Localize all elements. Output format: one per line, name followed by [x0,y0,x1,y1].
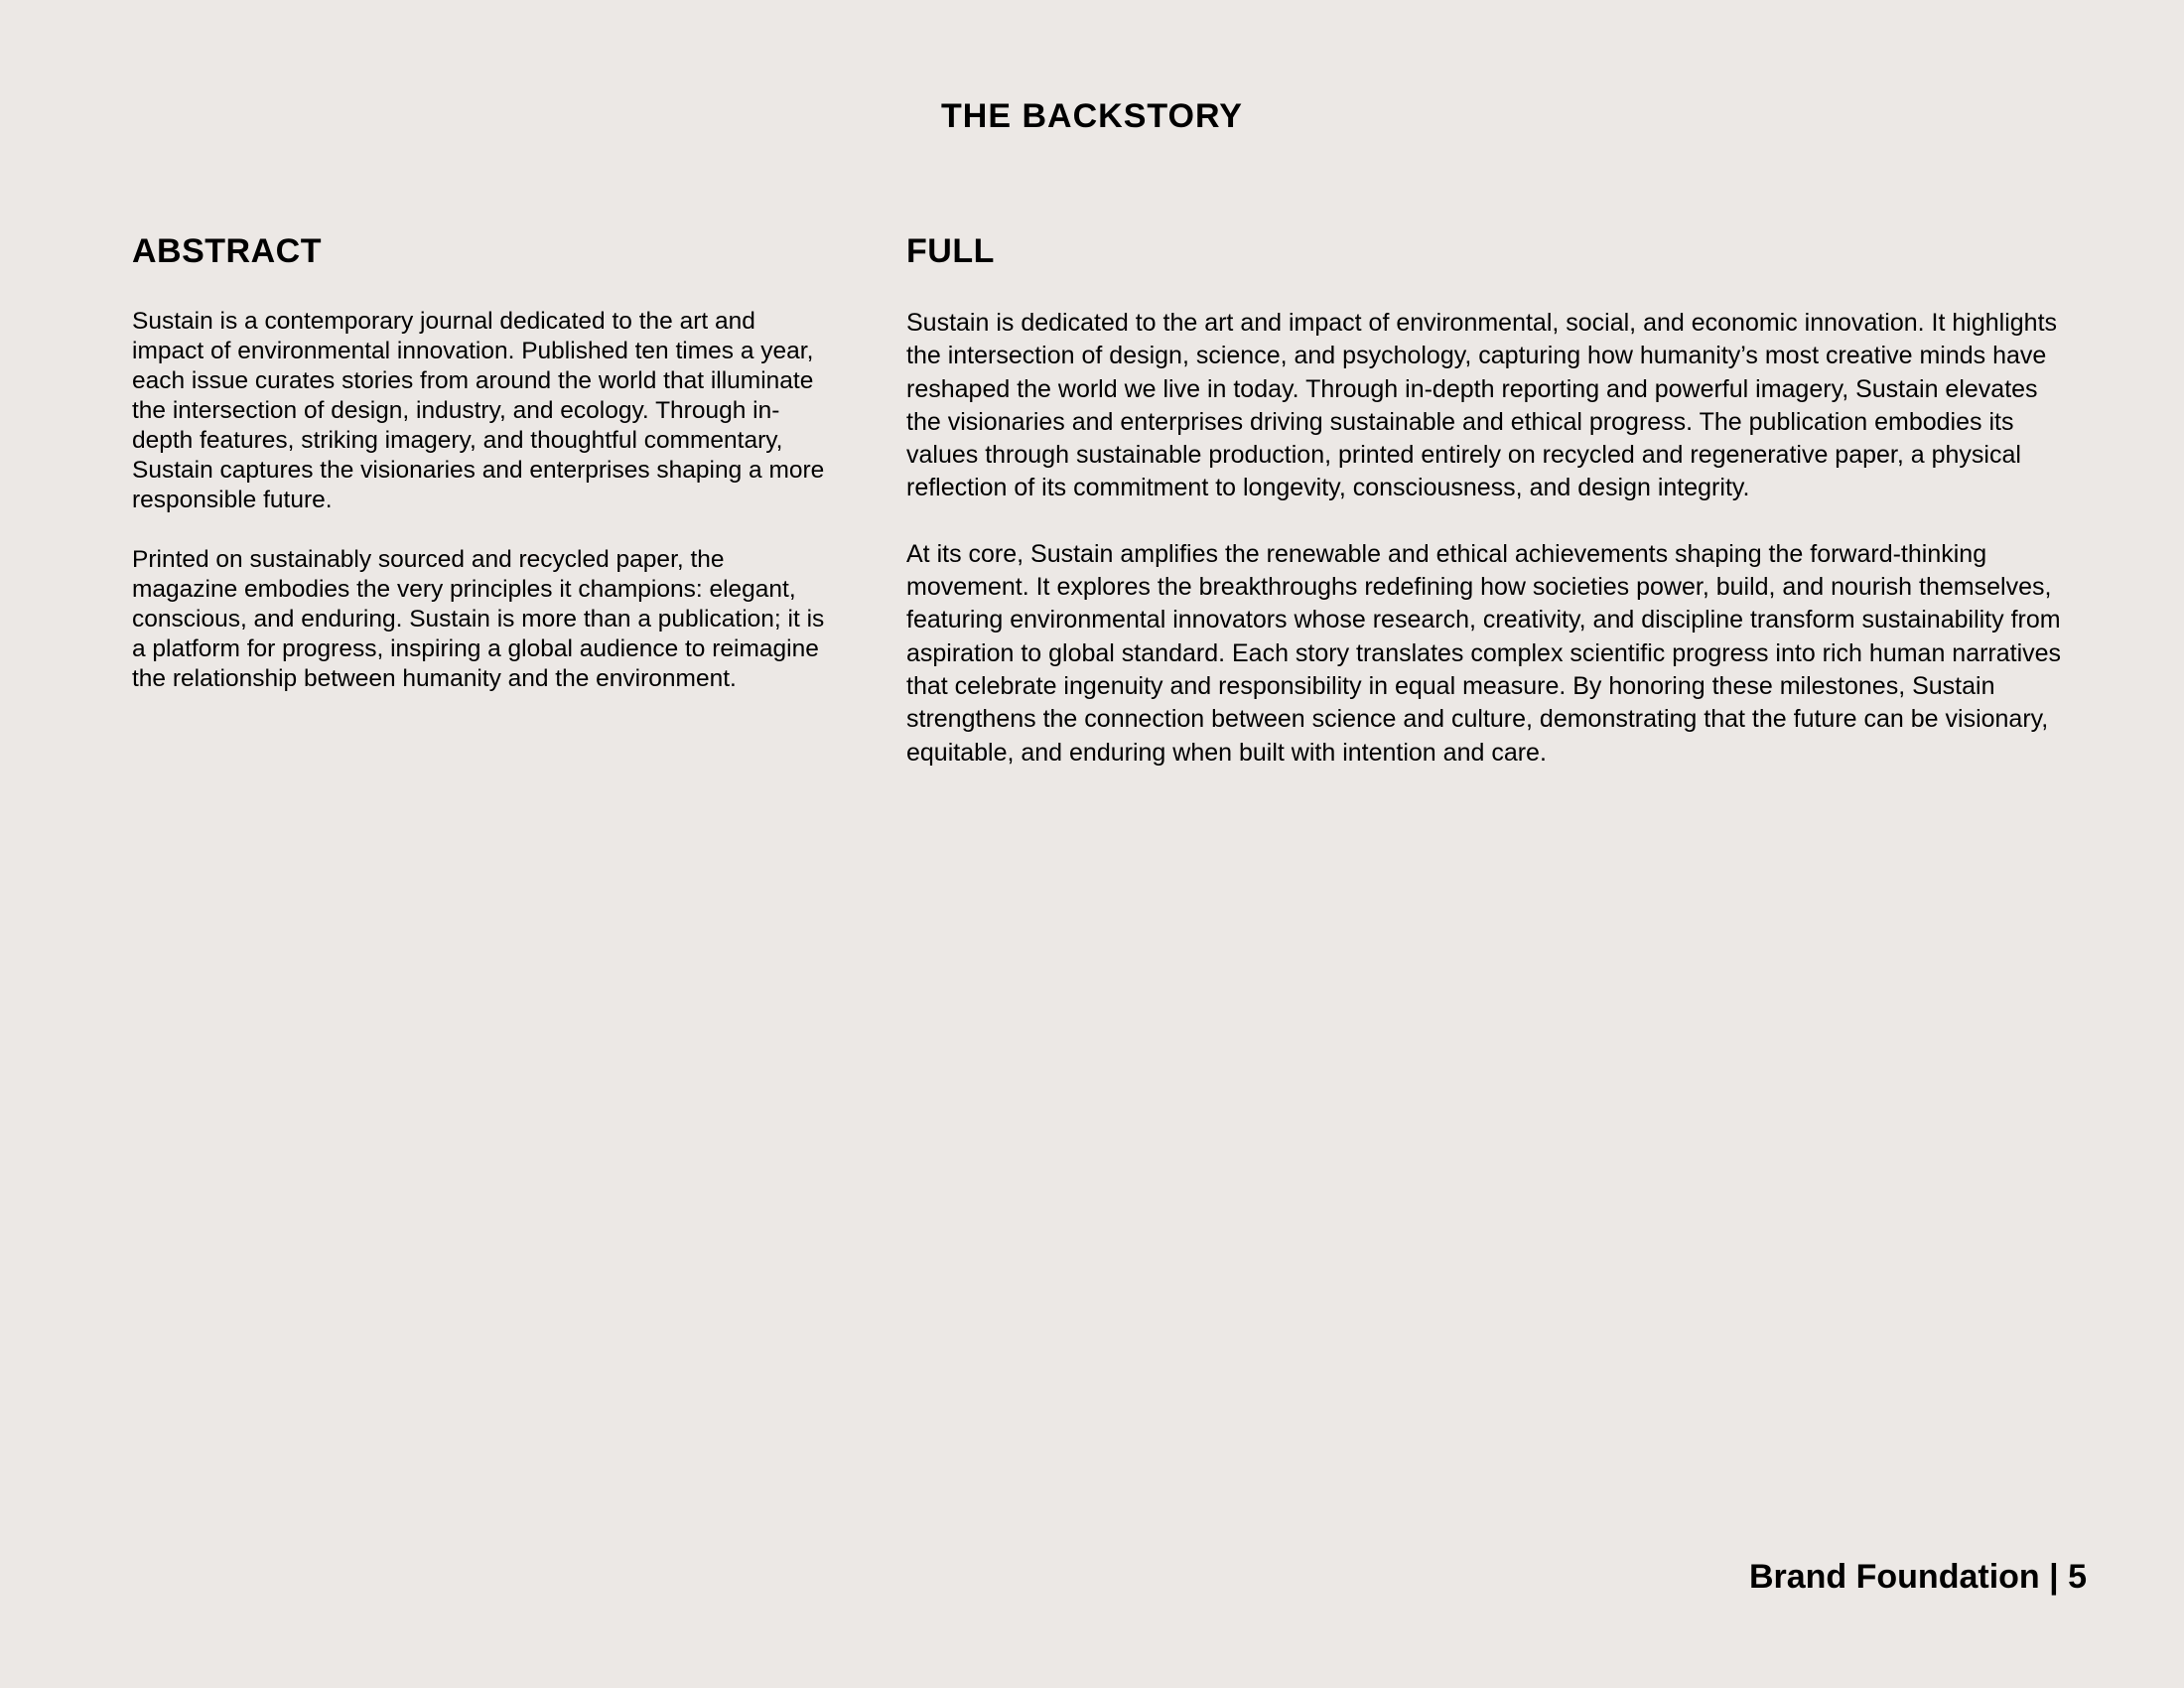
abstract-section [132,232,827,724]
page-footer: Brand Foundation | 5 [1748,1558,2087,1596]
full-paragraph-1: Sustain is dedicated to the art and impact of environmental, social, and economic innovation. It highlights the intersection of design, science, and psychology, capturing how humanity’s most creative minds have reshaped the world we live in today. Through in-depth reporting and powerful imagery, Sustain elevates the visionaries and enterprises driving sustainable and ethical progress. The publication embodies its values through sustainable production, printed entirely on recycled and regenerative paper, a physical reflection of its commitment to longevity, consciousness, and design integrity. [906,309,2058,502]
full-paragraph-2: At its core, Sustain amplifies the renewable and ethical achievements shaping the forward-thinking movement. It explores the breakthroughs redefining how societies power, build, and nourish themselves, featuring environmental innovators whose research, creativity, and discipline transform sustainability from aspiration to global standard. Each story translates complex scientific progress into rich human narratives that celebrate ingenuity and responsibility in equal measure. By honoring these milestones, Sustain strengthens the connection between science and culture, demonstrating that the future can be visionary, equitable, and enduring when built with intention and care. [906,539,2062,767]
abstract-paragraph-2: Printed on sustainably sourced and recycled paper, the magazine embodies the very principles it champions: elegant, conscious, and enduring. Sustain is more than a publication; it is a platform for progress, inspiring a global audience to reimagine the relationship between humanity and the environment. [132,546,825,692]
full-section [906,232,2073,802]
abstract-heading: ABSTRACT [132,232,322,270]
page-title: THE BACKSTORY [941,97,1243,135]
full-heading: FULL [906,232,995,270]
abstract-paragraph-1: Sustain is a contemporary journal dedicated to the art and impact of environmental innovation. Published ten times a year, each issue curates stories from around the world that illuminate the intersection of design, industry, and ecology. Through in-depth features, striking imagery, and thoughtful commentary, Sustain captures the visionaries and enterprises shaping a more responsible future. [132,308,825,513]
